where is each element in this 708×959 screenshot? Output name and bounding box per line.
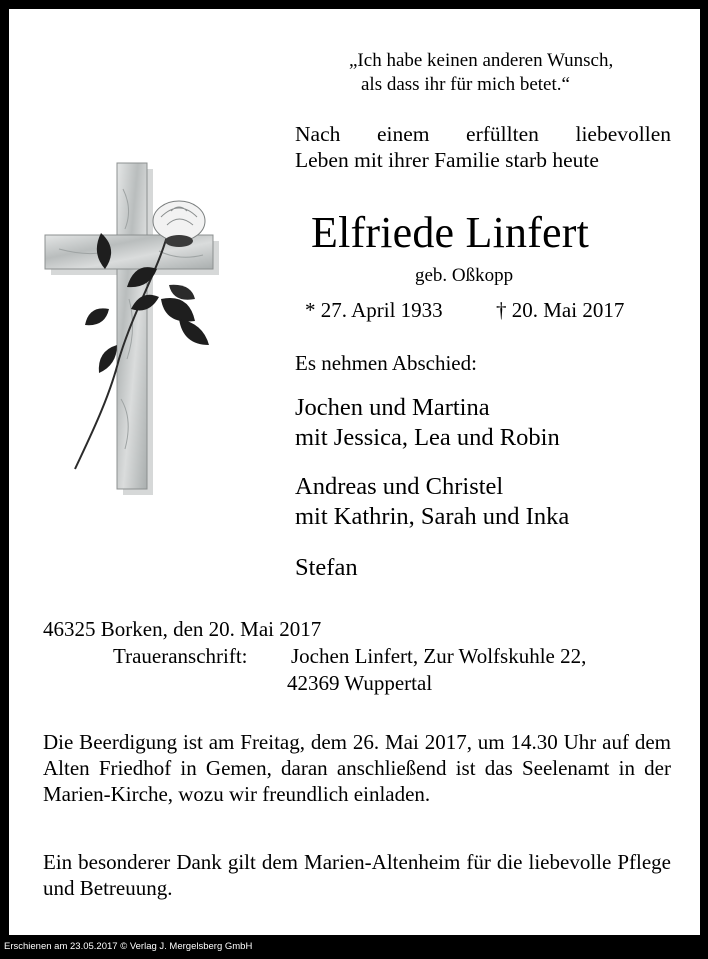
deceased-name: Elfriede Linfert: [311, 208, 590, 257]
birth-date: * 27. April 1933: [305, 298, 443, 322]
mourner-line: mit Kathrin, Sarah und Inka: [295, 503, 570, 530]
intro-line-1: Nach einem erfüllten liebevollen: [295, 122, 671, 146]
mourner-line: Jochen und Martina: [295, 394, 490, 421]
quote-line-1: „Ich habe keinen anderen Wunsch,: [349, 50, 614, 71]
thanks-paragraph: Ein besonderer Dank gilt dem Marien-Altenheim für die liebevolle Pflege und Betreuung.: [43, 850, 671, 900]
mourner-group: [295, 472, 569, 532]
mourner-line: Stefan: [295, 554, 358, 581]
intro-line-2: Leben mit ihrer Familie starb heute: [295, 148, 599, 172]
mourner-line: Andreas und Christel: [295, 473, 504, 500]
mourners-heading: Es nehmen Abschied:: [295, 351, 477, 375]
mourner-group: [295, 393, 560, 453]
intro-text: [295, 121, 671, 173]
address-label: Traueranschrift:: [113, 644, 248, 668]
address-line-1: Jochen Linfert, Zur Wolfskuhle 22,: [291, 644, 587, 668]
quote: [349, 49, 613, 97]
quote-line-2: als dass ihr für mich betet.“: [361, 74, 570, 95]
birth-name: geb. Oßkopp: [415, 265, 514, 286]
obituary-card: [9, 9, 700, 935]
address-line-2: 42369 Wuppertal: [287, 671, 433, 695]
funeral-info-paragraph: Die Beerdigung ist am Freitag, dem 26. Mai 2017, um 14.30 Uhr auf dem Alten Friedhof in Gemen, daran anschließend ist das Seelenamt in der Marien-Kirche, wozu wir freundlich einladen.: [43, 730, 671, 806]
death-date: † 20. Mai 2017: [496, 298, 625, 322]
mourner-line: mit Jessica, Lea und Robin: [295, 424, 560, 451]
cross-with-rose-icon: [39, 159, 239, 504]
place-date: 46325 Borken, den 20. Mai 2017: [43, 617, 322, 641]
publication-footer: Erschienen am 23.05.2017 © Verlag J. Mergelsberg GmbH: [4, 941, 253, 952]
mourner-group: [295, 553, 358, 583]
